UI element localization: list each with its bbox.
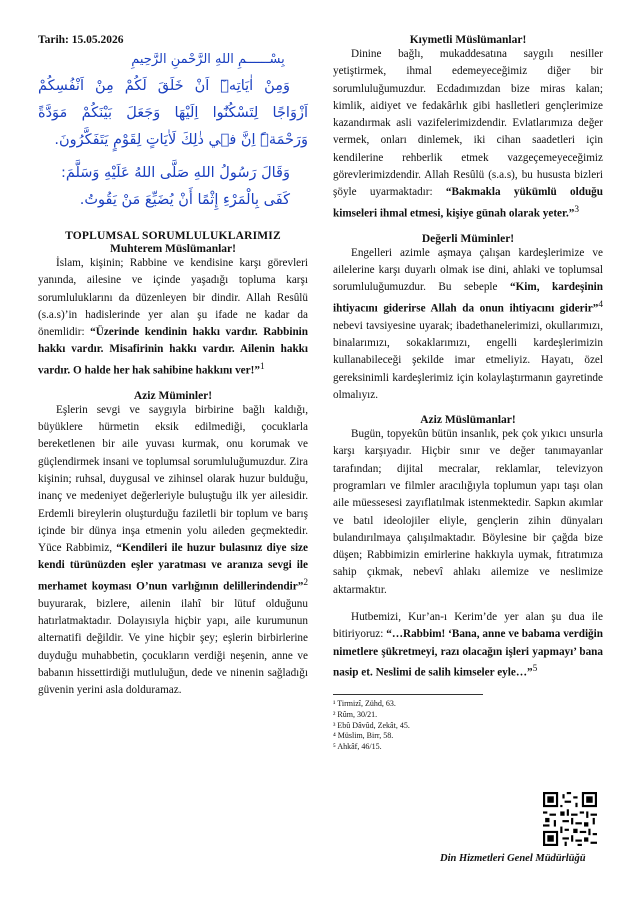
- footnotes: [333, 699, 603, 753]
- section-heading: Muhterem Müslümanlar!: [110, 243, 236, 255]
- hadith-intro-arabic: وَقَالَ رَسُولُ اللهِ صَلَّى اللهُ عَلَيْهِ وَسَلَّمَ:: [60, 165, 290, 181]
- footnote-ref: 2: [303, 577, 308, 588]
- footnote-ref: 4: [598, 299, 603, 310]
- footnote-item: ³ Ebû Dâvûd, Zekât, 45.: [333, 720, 410, 730]
- footnote-ref: 1: [259, 361, 265, 372]
- footnote-separator: [333, 694, 483, 695]
- paragraph-text-continued: buyurarak, bizlere, ailenin ilahî bir lütuf olduğunu hatırlatmaktadır. Dolayısıyla hiçbir yapı, aile kurumunun alternatifi değildir. Ve yine hiçbir şey; eşlerin birbirlerine duyduğu muhabbetin, çocukların verdiği neşenin, anne ve babanın hissettirdiği mutluluğun, dede ve ninenin sağladığı güvenin yerini asla dolduramaz.: [38, 597, 308, 697]
- verse-arabic: وَمِنْ اٰيَاتِه۪ٓ اَنْ خَلَقَ لَكُمْ مِنْ اَنْفُسِكُمْ اَزْوَاجًا لِتَسْكُنُٓوا اِلَيْهَا وَجَعَلَ بَيْنَكُمْ مَوَدَّةً وَرَحْمَةًۜ اِنَّ ف۪ي ذٰلِكَ لَاٰيَاتٍ لِقَوْمٍ يَتَفَكَّرُونَ.: [38, 78, 308, 148]
- sermon-title: TOPLUMSAL SORUMLULUKLARIMIZ: [65, 230, 281, 242]
- quote-text: “Kim, kardeşinin ihtiyacını giderirse Allah da onun ihtiyacını giderir”: [333, 281, 603, 315]
- section-heading: Kıymetli Müslümanlar!: [409, 34, 527, 46]
- qr-code-icon[interactable]: [543, 792, 597, 846]
- closing-section: [333, 609, 603, 682]
- paragraph-text: Eşlerin sevgi ve saygıyla birbirine bağlı kaldığı, büyüklere hürmetin eksik edilmediği, çocuklarla bereketlenen bir aile yuvası kurmak, onu korumak ve güçlendirmek insani ve toplumsal sorumluluğumuzdur. Zira kişinin; ruhsal, duygusal ve zihinsel olarak huzur bulduğu, inanç ve medeniyet değerleriyle buluştuğu ilk yer ailesidir. Erdemli bireylerin oluşturduğu faziletli bir toplum ve barış içinde bir dünya inşa etmenin yolu aileden geçmektedir. Yüce Rabbimiz,: [38, 403, 308, 555]
- section-paragraph: [333, 245, 603, 404]
- section-paragraph: [38, 402, 308, 700]
- section-1: [38, 243, 308, 380]
- paragraph-text: Hutbemizi, Kur’an-ı Kerim’de yer alan şu dua ile bitiriyoruz:: [333, 611, 603, 641]
- basmala-calligraphy: بِسْــــــمِ اللهِ الرَّحْمنِ الرَّحِيمِ: [131, 52, 285, 67]
- quote-text: “Üzerinde kendinin hakkı vardır. Rabbinin hakkı vardır. Misafirinin hakkı vardır. Ailenin hakkı vardır. O halde her hak sahibine hakkını ver!”: [38, 326, 308, 377]
- section-4: [333, 233, 603, 404]
- signature: Din Hizmetleri Genel Müdürlüğü: [440, 853, 586, 864]
- hadith-arabic: كَفَى بِالْمَرْءِ إِثْمًا أَنْ يُضَيِّعَ مَنْ يَقُوتُ.: [79, 192, 290, 208]
- footnote-item: ¹ Tirmizî, Zühd, 63.: [333, 699, 396, 708]
- section-heading: Aziz Müslümanlar!: [420, 414, 516, 427]
- section-2: [38, 390, 308, 700]
- right-column: [333, 34, 603, 753]
- paragraph-text-continued: nebevi tavsiyesine uyarak; ibadethanelerimizi, okullarımızı, binalarımızı, sokaklarımızı, engelli kardeşlerimizin kullanabileceği şekilde imar etmeliyiz. Hayatı, özel gereksinimli kardeşlerimiz için kolaylaştırmanın gayretinde olmalıyız.: [333, 319, 603, 401]
- section-paragraph: Bugün, topyekûn bütün insanlık, pek çok yıkıcı unsurla karşı karşıyadır. Hiçbir sınır ve değer tanımayanlar tarafından; dijital mecralar, reklamlar, televizyon programları ve filmler aracılığıyla toplumun yapı taşı olan aile müessesesi zayıflatılmak istenmektedir. Sapkın akımlar ve batıl ideolojiler eliyle, gençlerin zihin dünyaları bulandırılmaya çalışılmaktadır. Böylesine bir çağda bize düşen; Rabbimizin emirlerine hakkıyla uymak, fıtratımıza sahip çıkmak, nebevî ahlakı ailemize ve neslimize aktarmaktır.: [333, 428, 603, 596]
- paragraph-text: Dinine bağlı, mukaddesatına saygılı nesiller yetiştirmek, ihmal edemeyeceğimiz diğer bir sorumluluğumuzdur. Ecdadımızdan bize miras kalan; kimlik, aidiyet ve fedakârlık gibi haslletleri gençlerimize kazandırmak asli vazifelerimizdendir. Evlatlarımıza değer vermek, onları dinlemek, iki cihan saadetleri için kendilerine rehberlik etmek vazgeçemeyeceğimiz görevlerimizdendir. Allah Resûlü (s.a.s), bu hususta bizleri şöyle uyarmaktadır:: [333, 48, 603, 199]
- footnote-ref: 3: [574, 204, 580, 215]
- closing-paragraph: [333, 609, 603, 682]
- quote-text: “…Rabbim! ‘Bana, anne ve babama verdiğin nimetlere şükretmeyi, razı olacağın işleri yapmayı’ bana nasip et. Neslimi de salih kimseler eyle…”: [333, 628, 603, 679]
- section-5: [333, 414, 603, 599]
- footnote-item: ⁴ Müslim, Birr, 58.: [333, 731, 394, 741]
- footnote-ref: 5: [532, 663, 538, 674]
- section-3: [333, 34, 603, 223]
- section-paragraph: [38, 255, 308, 380]
- paragraph-text: Engelleri azimle aşmaya çalışan kardeşlerimize ve ailelerine karşı duyarlı olmak ise dini, ahlaki ve toplumsal sorumluluğumuzdur. Bu sebeple: [333, 246, 603, 294]
- quote-text: “Bakmakla yükümlü olduğu kimseleri ihmal etmesi, kişiye günah olarak yeter.”: [333, 186, 603, 220]
- date-label: Tarih: 15.05.2026: [38, 34, 124, 46]
- section-paragraph: [333, 46, 603, 223]
- footnote-item: ⁵ Ahkâf, 46/15.: [333, 742, 382, 752]
- quote-text: “Kendileri ile huzur bulasınız diye size kendi türünüzden eşler yaratması ve aranıza sevgi ile merhamet koyması O’nun varlığının delillerindendir”: [38, 542, 308, 593]
- section-heading: Değerli Müminler!: [421, 232, 515, 245]
- footnote-item: ² Rûm, 30/21.: [333, 709, 378, 719]
- paragraph-text: İslam, kişinin; Rabbine ve kendisine karşı görevleri yanında, ailesine ve içinde yaşadığı topluma karşı sorumluluklarını da düzenleyen bir dindir. Allah Resûlü (s.a.s)’in hadislerinde yer alan şu ifade ne kadar da önemlidir:: [38, 257, 308, 339]
- left-column: [38, 34, 308, 700]
- section-heading: Aziz Müminler!: [133, 389, 213, 402]
